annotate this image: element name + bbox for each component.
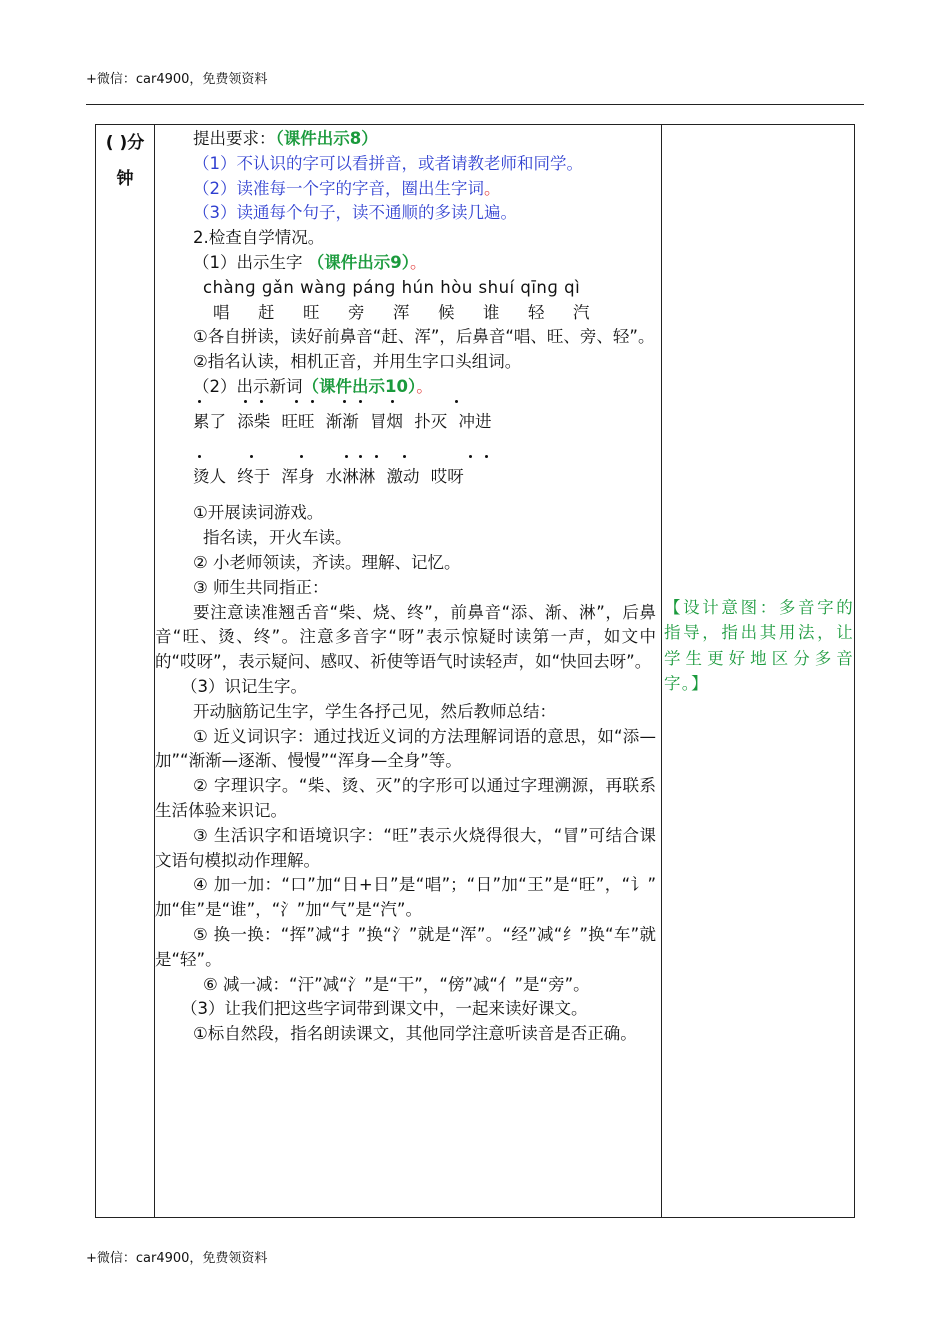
- design-intent-note: 【设计意图：多音字的指导，指出其用法，让学生更好地区分多音字。】: [664, 598, 854, 693]
- paragraph: ② 小老师领读，齐读。理解、记忆。: [193, 552, 461, 572]
- header-rule: [86, 104, 864, 105]
- content-cell: [154, 125, 662, 1047]
- paragraph: 要注意读准翘舌音“柴、烧、终”，前鼻音“添、渐、淋”，后鼻音“旺、烫、终”。注意多音字“呀”表示惊疑时读第一声，如文中的“哎呀”，表示疑问、感叹、祈使等语气时读轻声，如“快回去呀”。: [155, 602, 656, 672]
- paragraph: ①开展读词游戏。: [193, 503, 324, 523]
- character: 唱: [213, 302, 230, 322]
- requirement-heading: 提出要求：（课件出示8）: [193, 129, 378, 148]
- paragraph: ①标自然段，指名朗读课文，其他同学注意听读音是否正确。: [193, 1024, 637, 1044]
- requirement-item: （2）读准每一个字的字音，圈出生字词。: [193, 178, 501, 198]
- new-characters-row: [155, 301, 656, 326]
- lesson-table: [95, 124, 855, 1218]
- character: 谁: [483, 302, 500, 322]
- step-heading: （3）识记生字。: [181, 676, 307, 696]
- step-heading: （3）让我们把这些字词带到课文中，一起来读好课文。: [181, 999, 588, 1019]
- character: 旁: [348, 302, 365, 322]
- time-unit: 钟: [116, 169, 134, 189]
- page-footer: +微信：car4900，免费领资料: [86, 1251, 268, 1266]
- courseware-tag: （课件出示9）: [307, 252, 410, 272]
- word-list: 累了 添柴 旺旺 渐渐 冒烟 扑灭 冲进: [193, 411, 492, 431]
- character: 旺: [303, 302, 320, 322]
- paragraph: ① 近义词识字：通过找近义词的方法理解词语的意思，如“添—加”“渐渐—逐渐、慢慢”“浑身—全身”等。: [155, 726, 656, 771]
- pinyin-row: chànɡ ɡǎn wànɡ pánɡ hún hòu shuí qīnɡ qì: [203, 277, 581, 297]
- courseware-tag: （课件出示8）: [275, 129, 378, 148]
- paragraph: ①各自拼读，读好前鼻音“赶、浑”，后鼻音“唱、旺、旁、轻”。: [193, 327, 655, 347]
- paragraph: 指名读，开火车读。: [203, 528, 352, 548]
- emphasis-dots: [155, 400, 656, 412]
- character: 浑: [393, 302, 410, 322]
- paragraph: 开动脑筋记生字，学生各抒己见，然后教师总结：: [193, 701, 556, 721]
- word-list: 烫人 终于 浑身 水淋淋 激动 哎呀: [193, 466, 464, 486]
- paragraph: ② 字理识字。“柴、烫、灭”的字形可以通过字理溯源，再联系生活体验来识记。: [155, 776, 656, 820]
- requirement-item: （1）不认识的字可以看拼音，或者请教老师和同学。: [193, 153, 583, 173]
- character: 轻: [528, 302, 545, 322]
- paragraph: ③ 师生共同指正：: [193, 577, 329, 597]
- step-heading: 2.检查自学情况。: [193, 228, 325, 248]
- show-chars-line: （1）出示生字 （课件出示9）。: [193, 252, 427, 272]
- character: 候: [438, 302, 455, 322]
- courseware-tag: （课件出示10）: [302, 376, 417, 396]
- emphasis-dots: [155, 455, 656, 467]
- character: 赶: [258, 302, 275, 322]
- requirement-item: （3）读通每个句子，读不通顺的多读几遍。: [193, 203, 517, 223]
- paragraph: ③ 生活识字和语境识字：“旺”表示火烧得很大，“冒”可结合课文语句模拟动作理解。: [155, 825, 656, 870]
- paragraph: ⑥ 减一减：“汗”减“氵”是“干”，“傍”减“亻”是“旁”。: [203, 974, 590, 994]
- page-header: +微信：car4900，免费领资料: [86, 72, 268, 87]
- paragraph: ④ 加一加：“口”加“日+日”是“唱”；“日”加“王”是“旺”，“讠” 加“隹”是“谁”，“氵”加“气”是“汽”。: [155, 875, 656, 920]
- time-label: ( )分: [105, 133, 145, 153]
- show-words-line: （2）出示新词（课件出示10）。: [193, 376, 433, 396]
- paragraph: ②指名认读，相机正音，并用生字口头组词。: [193, 352, 522, 372]
- time-cell: [96, 125, 154, 197]
- paragraph: ⑤ 换一换：“挥”减“扌”换“氵”就是“浑”。“经”减“纟”换“车”就是“轻”。: [155, 924, 656, 969]
- character: 汽: [573, 302, 590, 322]
